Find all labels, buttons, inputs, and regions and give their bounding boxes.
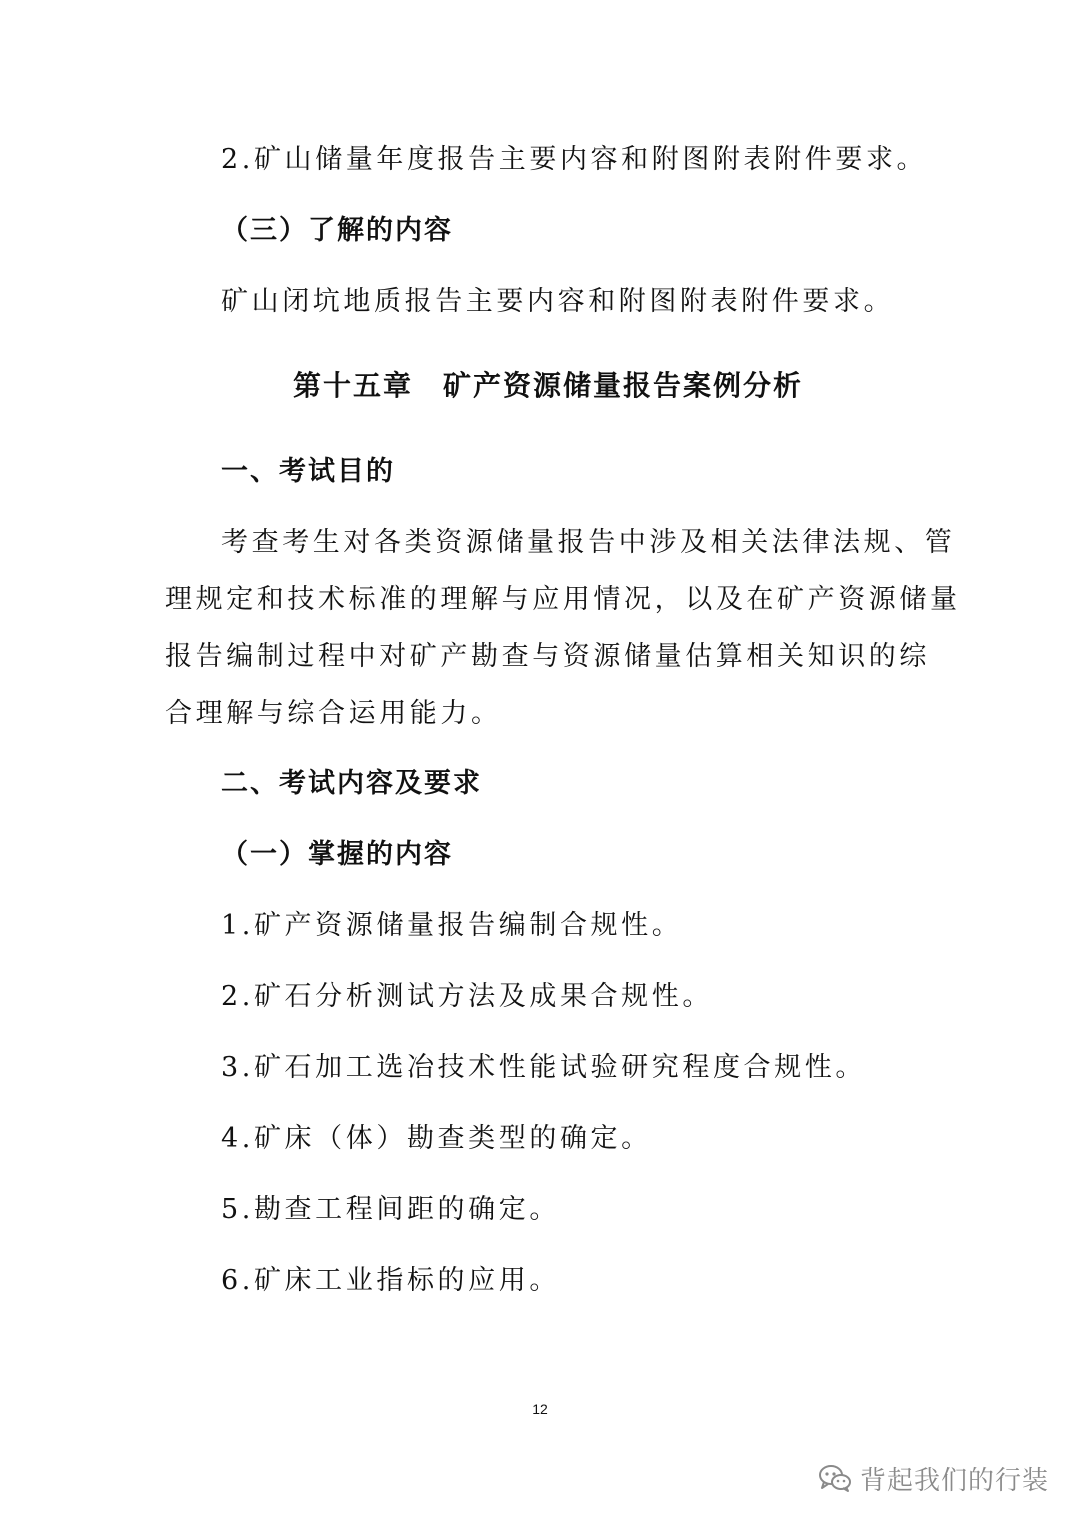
list-item: 3.矿石加工选冶技术性能试验研究程度合规性。 <box>221 1052 866 1083</box>
paragraph-line: 考查考生对各类资源储量报告中涉及相关法律法规、管 <box>221 527 956 558</box>
subheading-understand: （三）了解的内容 <box>221 215 453 246</box>
page-number: 12 <box>532 1401 548 1417</box>
watermark <box>818 1458 1049 1498</box>
list-item: 2.矿石分析测试方法及成果合规性。 <box>221 981 713 1012</box>
list-item: 6.矿床工业指标的应用。 <box>221 1265 560 1296</box>
chapter-title: 第十五章 矿产资源储量报告案例分析 <box>293 369 804 402</box>
paragraph-closure-report: 矿山闭坑地质报告主要内容和附图附表附件要求。 <box>221 286 895 317</box>
paragraph-line: 报告编制过程中对矿产勘查与资源储量估算相关知识的综 <box>165 641 930 672</box>
watermark-text: 背起我们的行装 <box>860 1465 1050 1496</box>
paragraph-line: 理规定和技术标准的理解与应用情况，以及在矿产资源储量 <box>165 584 961 615</box>
list-item-2-annual-report: 2.矿山储量年度报告主要内容和附图附表附件要求。 <box>221 144 928 175</box>
wechat-icon <box>818 1463 852 1493</box>
list-item: 5.勘查工程间距的确定。 <box>221 1194 560 1225</box>
list-item: 1.矿产资源储量报告编制合规性。 <box>221 910 683 941</box>
paragraph-line: 合理解与综合运用能力。 <box>165 698 502 729</box>
section-heading-exam-purpose: 一、考试目的 <box>221 456 395 487</box>
list-item: 4.矿床（体）勘查类型的确定。 <box>221 1123 652 1154</box>
subheading-master: （一）掌握的内容 <box>221 839 453 870</box>
section-heading-exam-content: 二、考试内容及要求 <box>221 768 482 799</box>
